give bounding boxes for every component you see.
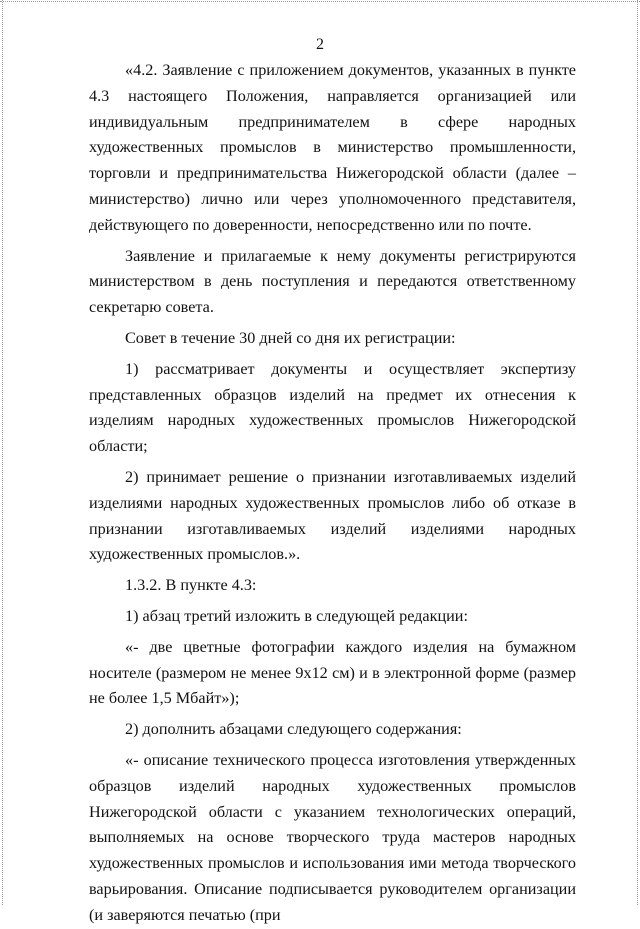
paragraph-4-2: «4.2. Заявление с приложением документов, указанных в пункте 4.3 настоящего Положения, направляется организацией или индивидуальным предпринимателем в сфере народных художественных промыслов в министерство промышленности, торговли и предпринимательства Нижегородской области (далее – министерство) лично или через уполномоченного представителя, действующего по доверенности, непосредственно или по почте.: [89, 61, 576, 234]
page-number: 2: [316, 36, 324, 53]
paragraph-council-term: Совет в течение 30 дней со дня их регистрации:: [125, 328, 456, 347]
paragraph-1-3-2: 1.3.2. В пункте 4.3:: [125, 576, 257, 595]
paragraph-add-abzacs: 2) дополнить абзацами следующего содержания:: [125, 720, 462, 739]
page-edge-left: [2, 0, 3, 905]
document-body: [89, 58, 576, 929]
paragraph-registration: Заявление и прилагаемые к нему документы регистрируются министерством в день поступления и передаются ответственному секретарю совета.: [89, 246, 576, 317]
page-edge-top: [0, 1, 640, 2]
paragraph-photos: «- две цветные фотографии каждого изделия на бумажном носителе (размером не менее 9х12 см) и в электронной форме (размер не более 1,5 Мбайт»);: [89, 637, 576, 708]
paragraph-item-2: 2) принимает решение о признании изготавливаемых изделий изделиями народных художественных промыслов либо об отказе в признании изготавливаемых изделий изделиями народных художественных промыслов.».: [89, 467, 576, 564]
paragraph-item-1: 1) рассматривает документы и осуществляет экспертизу представленных образцов изделий на предмет их отнесения к изделиям народных художественных промыслов Нижегородской области;: [89, 359, 576, 456]
paragraph-abzac-third: 1) абзац третий изложить в следующей редакции:: [125, 606, 468, 625]
page-edge-right: [637, 0, 638, 905]
paragraph-description: «- описание технического процесса изготовления утвержденных образцов изделий народных художественных промыслов Нижегородской области с указанием технологических операций, выполняемых на основе творческого труда мастеров народных художественных промыслов и использования ими метода творческого варьирования. Описание подписывается руководителем организации (и заверяются печатью (при: [89, 750, 576, 924]
